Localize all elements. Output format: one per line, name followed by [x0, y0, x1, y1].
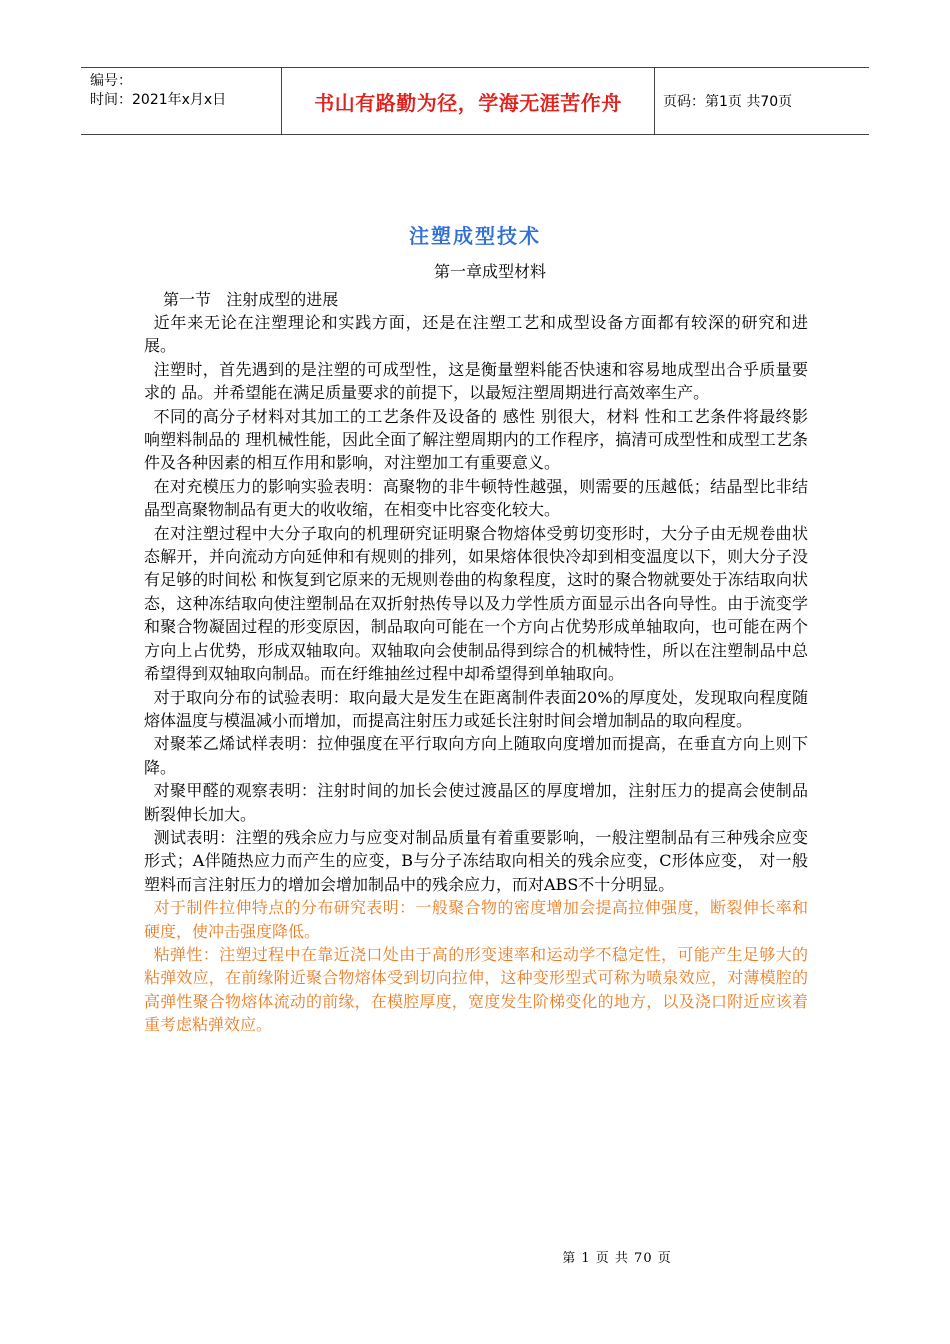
page-header — [81, 67, 869, 135]
page-footer: 第 1 页 共 70 页 — [562, 1251, 672, 1266]
paragraph: 不同的高分子材料对其加工的工艺条件及设备的 感性 别很大，材料 性和工艺条件将最终影响塑料制品的 理机械性能，因此全面了解注塑周期内的工作程序，搞清可成型性和成型工艺条件及各种因素的相互作用和影响，对注塑加工有重要意义。 — [144, 406, 808, 473]
paragraph: 注塑时，首先遇到的是注塑的可成型性，这是衡量塑料能否快速和容易地成型出合乎质量要求的 品。并希望能在满足质量要求的前提下，以最短注塑周期进行高效率生产。 — [144, 359, 808, 403]
chapter-heading: 第一章成型材料 — [433, 262, 546, 281]
section-heading: 第一节 注射成型的进展 — [163, 290, 339, 309]
header-page-info: 页码：第1页 共70页 — [663, 94, 793, 110]
time-label: 时间：2021年x月x日 — [90, 92, 227, 108]
header-meta — [81, 68, 281, 134]
highlighted-paragraph: 粘弹性：注塑过程中在靠近浇口处由于高的形变速率和运动学不稳定性，可能产生足够大的粘弹效应，在前缘附近聚合物熔体受到切向拉伸，这种变形型式可称为喷泉效应，对薄模腔的高弹性聚合物熔体流动的前缘，在模腔厚度，宽度发生阶梯变化的地方，以及浇口附近应该着重考虑粘弹效应。 — [144, 944, 808, 1035]
paragraph: 对聚苯乙烯试样表明：拉伸强度在平行取向方向上随取向度增加而提高，在垂直方向上则下降。 — [144, 734, 808, 777]
paragraph: 在对注塑过程中大分子取向的机理研究证明聚合物熔体受剪切变形时，大分子由无规卷曲状态解开，并向流动方向延伸和有规则的排列，如果熔体很快冷却到相变温度以下，则大分子没有足够的时间松 和恢复到它原来的无规则卷曲的构象程度，这时的聚合物就要处于冻结取向状态，这种冻结取向使注塑制品在双折射热传导以及力学性质方面显示出各向导性。由于流变学和聚合物凝固过程的形变原因，制品取向可能在一个方向占优势形成单轴取向，也可能在两个方向上占优势，形成双轴取向。双轴取向会使制品得到综合的机械特性，所以在注塑制品中总希望得到双轴取向制品。而在纡维抽丝过程中却希望得到单轴取向。 — [144, 523, 808, 684]
paragraph: 对于取向分布的试验表明：取向最大是发生在距离制件表面20%的厚度处，发现取向程度随熔体温度与模温减小而增加，而提高注射压力或延长注射时间会增加制品的取向程度。 — [144, 687, 808, 730]
paragraph: 测试表明：注塑的残余应力与应变对制品质量有着重要影响，一般注塑制品有三种残余应变形式；A伴随热应力而产生的应变，B与分子冻结取向相关的残余应变，C形体应变， 对一般塑料而言注射压力的增加会增加制品中的残余应力，而对ABS不十分明显。 — [144, 827, 808, 894]
document-body — [144, 311, 808, 1037]
paragraph: 对聚甲醛的观察表明：注射时间的加长会使过渡晶区的厚度增加，注射压力的提高会使制品断裂伸长加大。 — [144, 781, 808, 824]
header-motto: 书山有路勤为径，学海无涯苦作舟 — [281, 68, 655, 134]
number-label: 编号： — [90, 73, 132, 89]
document-title: 注塑成型技术 — [409, 224, 541, 248]
paragraph: 在对充模压力的影响实验表明：高聚物的非牛顿特性越强，则需要的压越低；结晶型比非结晶型高聚物制品有更大的收收缩，在相变中比容变化较大。 — [144, 476, 808, 520]
highlighted-paragraph: 对于制件拉伸特点的分布研究表明：一般聚合物的密度增加会提高拉伸强度，断裂伸长率和硬度，使冲击强度降低。 — [144, 898, 808, 941]
paragraph: 近年来无论在注塑理论和实践方面，还是在注塑工艺和成型设备方面都有较深的研究和进展。 — [144, 313, 808, 356]
